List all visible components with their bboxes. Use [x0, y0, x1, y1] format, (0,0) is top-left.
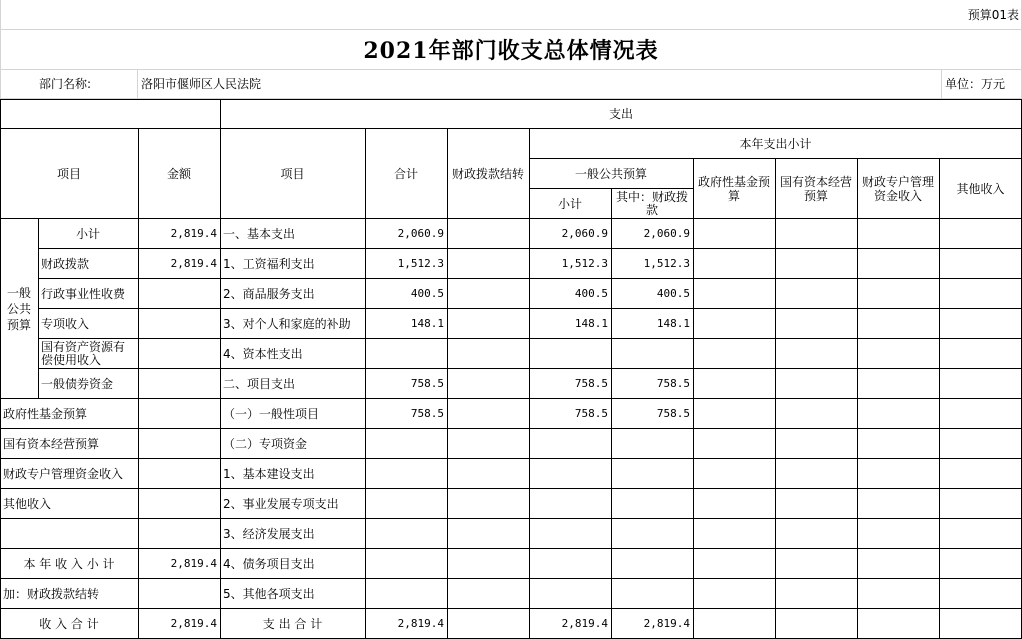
cell-fiscal[interactable]: [611, 459, 693, 489]
cell-sub[interactable]: 2,060.9: [561, 227, 608, 240]
cell-total[interactable]: [365, 429, 447, 459]
cell-item[interactable]: 5、其他各项支出: [223, 587, 315, 601]
header-carryover: 财政拨款结转: [451, 167, 524, 181]
row-label: 行政事业性收费: [41, 287, 126, 301]
cell-sub[interactable]: 400.5: [574, 287, 608, 300]
cell-amount[interactable]: 2,819.4: [170, 557, 217, 570]
header-total: 合计: [393, 167, 418, 181]
header-special-fund: 财政专户管理资金收入: [861, 175, 934, 203]
cell-item[interactable]: 4、债务项目支出: [223, 557, 315, 571]
row-label: 政府性基金预算: [3, 407, 88, 421]
cell-carry[interactable]: [447, 549, 529, 579]
dept-name[interactable]: 洛阳市偃师区人民法院: [141, 77, 262, 91]
cell-amount[interactable]: [138, 459, 220, 489]
cell-carry[interactable]: [447, 219, 529, 249]
header-item-left: 项目: [56, 167, 81, 181]
cell-sub[interactable]: [529, 459, 611, 489]
cell-sub[interactable]: [529, 549, 611, 579]
cell-amount[interactable]: [138, 279, 220, 309]
cell-amount[interactable]: [138, 489, 220, 519]
cell-total[interactable]: 758.5: [410, 407, 444, 420]
cell-fiscal[interactable]: 1,512.3: [643, 257, 690, 270]
cell-amount[interactable]: [138, 519, 220, 549]
header-state-capital: 国有资本经营预算: [779, 175, 852, 203]
row-label: 专项收入: [41, 317, 90, 331]
cell-fiscal[interactable]: 2,060.9: [643, 227, 690, 240]
cell-sub[interactable]: 2,819.4: [561, 617, 608, 630]
row-label: 其他收入: [3, 497, 52, 511]
header-amount: 金额: [166, 167, 191, 181]
cell-total[interactable]: 2,060.9: [397, 227, 444, 240]
cell-fiscal[interactable]: 758.5: [656, 407, 690, 420]
header-gov-fund: 政府性基金预算: [697, 175, 770, 203]
cell-carry[interactable]: [447, 459, 529, 489]
cell-total[interactable]: 1,512.3: [397, 257, 444, 270]
cell-total[interactable]: [365, 549, 447, 579]
cell-sub[interactable]: 758.5: [574, 377, 608, 390]
cell-item[interactable]: 3、经济发展支出: [223, 527, 315, 541]
cell-sub[interactable]: [529, 339, 611, 369]
cell-amount[interactable]: 2,819.4: [170, 617, 217, 630]
cell-carry[interactable]: [447, 339, 529, 369]
cell-item[interactable]: （二）专项资金: [223, 437, 308, 451]
cell-amount[interactable]: [138, 429, 220, 459]
cell-item[interactable]: 4、资本性支出: [223, 347, 303, 361]
cell-carry[interactable]: [447, 309, 529, 339]
cell-total[interactable]: 400.5: [410, 287, 444, 300]
row-label: 加：财政拨款结转: [3, 587, 100, 601]
cell-fiscal[interactable]: [611, 429, 693, 459]
cell-sub[interactable]: [529, 489, 611, 519]
cell-fiscal[interactable]: [611, 519, 693, 549]
cell-total[interactable]: [365, 339, 447, 369]
row-label: 本 年 收 入 小 计: [23, 557, 115, 571]
cell-total[interactable]: 758.5: [410, 377, 444, 390]
cell-carry[interactable]: [447, 519, 529, 549]
dept-label: 部门名称:: [39, 77, 92, 91]
cell-total[interactable]: [365, 579, 447, 609]
row-label: 国有资产资源有偿使用收入: [41, 340, 126, 367]
cell-sub[interactable]: 1,512.3: [561, 257, 608, 270]
cell-fiscal[interactable]: [611, 549, 693, 579]
cell-carry[interactable]: [447, 279, 529, 309]
cell-item[interactable]: 二、项目支出: [223, 377, 296, 391]
cell-fiscal[interactable]: [611, 339, 693, 369]
cell-item[interactable]: 3、对个人和家庭的补助: [223, 317, 351, 331]
cell-amount[interactable]: [138, 309, 220, 339]
cell-total[interactable]: [365, 519, 447, 549]
cell-carry[interactable]: [447, 369, 529, 399]
cell-sub[interactable]: [529, 579, 611, 609]
cell-amount[interactable]: [138, 339, 220, 369]
header-of-which-fiscal: 其中：财政拨款: [615, 190, 688, 217]
cell-carry[interactable]: [447, 249, 529, 279]
cell-carry[interactable]: [447, 489, 529, 519]
cell-carry[interactable]: [447, 609, 529, 639]
header-general-budget: 一般公共预算: [574, 167, 647, 181]
cell-fiscal[interactable]: [611, 579, 693, 609]
cell-amount[interactable]: 2,819.4: [170, 227, 217, 240]
cell-item[interactable]: （一）一般性项目: [223, 407, 320, 421]
cell-amount[interactable]: [138, 399, 220, 429]
header-item-right: 项目: [280, 167, 305, 181]
cell-item[interactable]: 一、基本支出: [223, 227, 296, 241]
form-code: 预算01表: [967, 8, 1019, 22]
cell-item[interactable]: 2、商品服务支出: [223, 287, 315, 301]
header-current-year-subtotal: 本年支出小计: [739, 137, 812, 151]
row-label: [0, 519, 138, 549]
row-label: 国有资本经营预算: [3, 437, 100, 451]
cell-sub[interactable]: 148.1: [574, 317, 608, 330]
cell-item[interactable]: 2、事业发展专项支出: [223, 497, 339, 511]
unit-label: 单位：万元: [945, 77, 1006, 91]
cell-fiscal[interactable]: 400.5: [656, 287, 690, 300]
cell-sub[interactable]: [529, 519, 611, 549]
cell-carry[interactable]: [447, 429, 529, 459]
header-subtotal: 小计: [557, 197, 582, 211]
cell-carry[interactable]: [447, 399, 529, 429]
row-label: 财政拨款: [41, 257, 90, 271]
cell-item[interactable]: 1、工资福利支出: [223, 257, 315, 271]
row-label: 财政专户管理资金收入: [3, 467, 124, 481]
cell-item[interactable]: 1、基本建设支出: [223, 467, 315, 481]
header-expenditure: 支出: [608, 107, 633, 121]
cell-total[interactable]: 148.1: [410, 317, 444, 330]
cell-sub[interactable]: 758.5: [574, 407, 608, 420]
row-label: 一般债券资金: [41, 377, 114, 391]
cell-amount[interactable]: 2,819.4: [170, 257, 217, 270]
cell-sub[interactable]: [529, 429, 611, 459]
cell-total[interactable]: [365, 459, 447, 489]
group-general-public-budget: 一般公共预算: [6, 286, 31, 332]
cell-amount[interactable]: [138, 369, 220, 399]
row-label: 收 入 合 计: [39, 617, 99, 631]
cell-fiscal[interactable]: 148.1: [656, 317, 690, 330]
cell-carry[interactable]: [447, 579, 529, 609]
cell-item[interactable]: 支 出 合 计: [262, 617, 323, 631]
cell-total[interactable]: [365, 489, 447, 519]
cell-fiscal[interactable]: 758.5: [656, 377, 690, 390]
cell-fiscal[interactable]: 2,819.4: [643, 617, 690, 630]
cell-amount[interactable]: [138, 579, 220, 609]
row-label: 小计: [75, 227, 100, 241]
cell-total[interactable]: 2,819.4: [397, 617, 444, 630]
page-title: 2021年部门收支总体情况表: [363, 38, 659, 64]
header-other-income: 其他收入: [956, 182, 1005, 196]
cell-fiscal[interactable]: [611, 489, 693, 519]
